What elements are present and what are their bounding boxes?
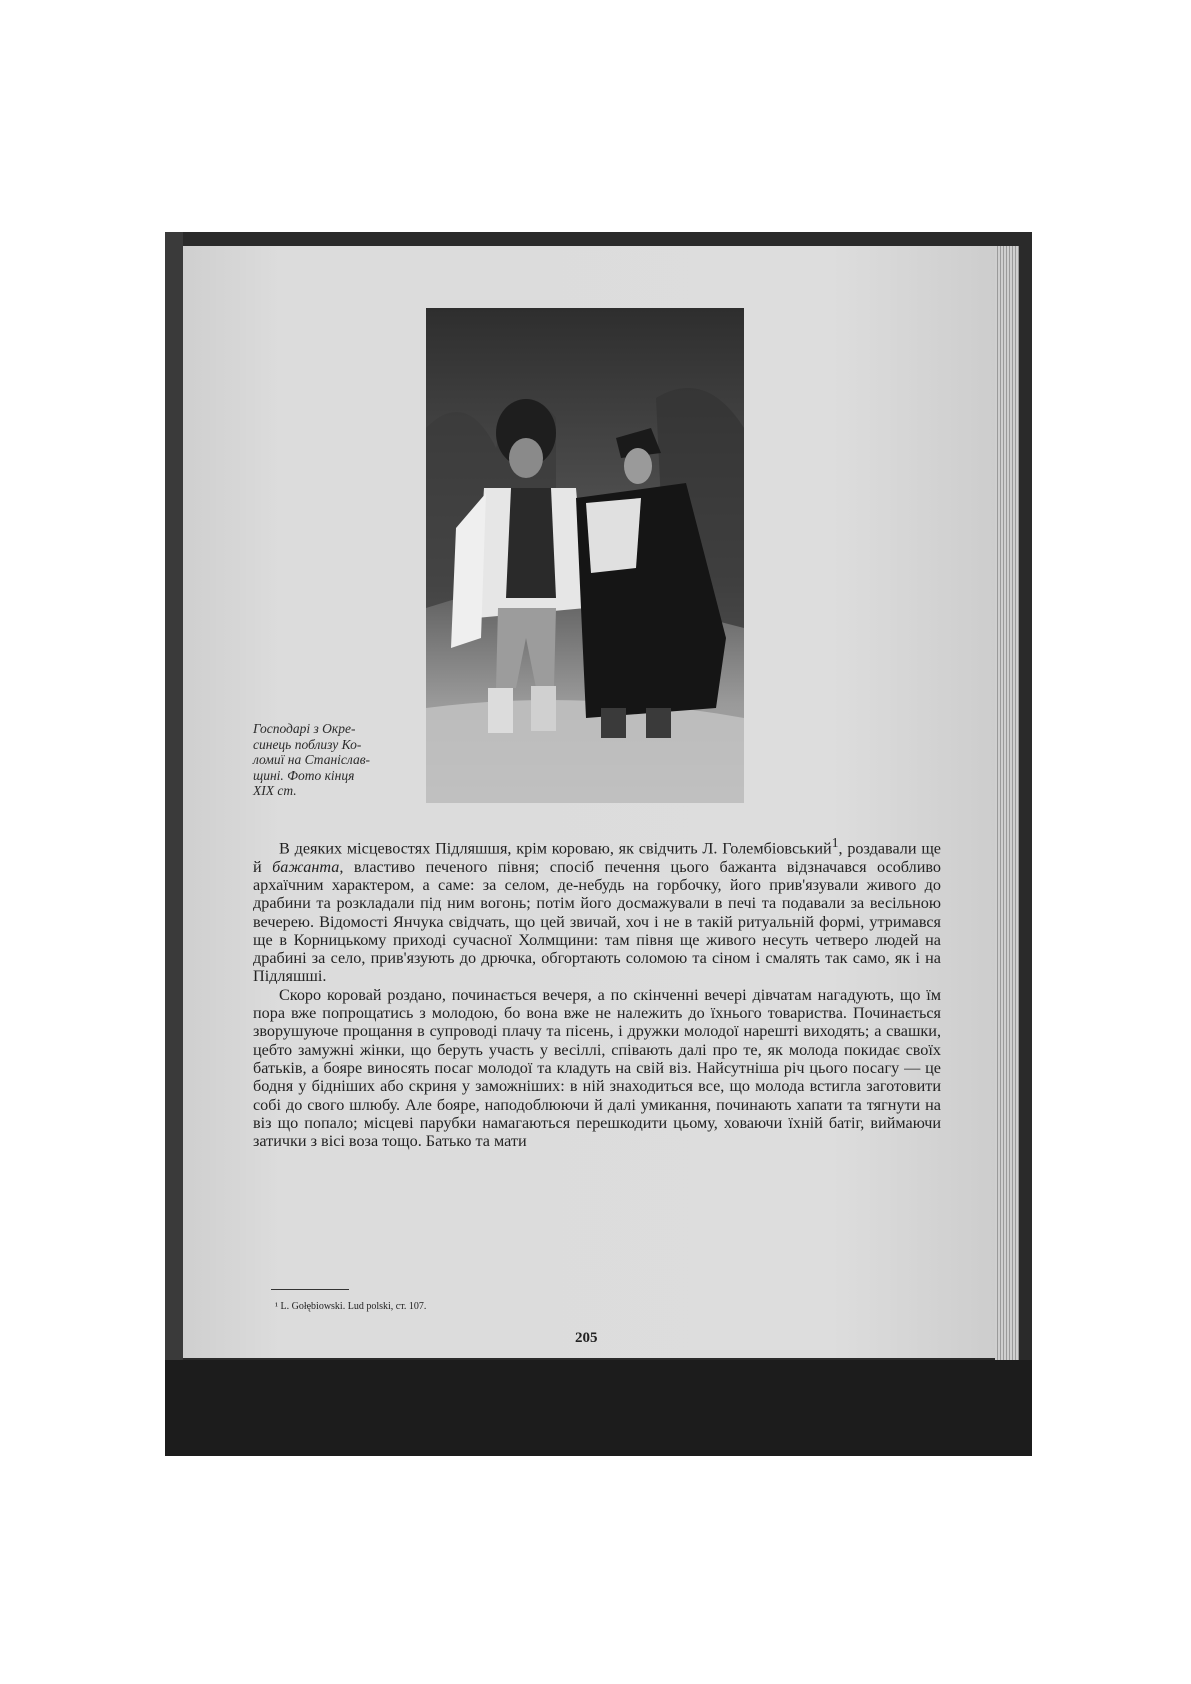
footnote-marker: 1 (831, 835, 839, 850)
book-spine-shadow (165, 232, 183, 1456)
photo-caption (253, 721, 431, 799)
scanned-page (165, 232, 1032, 1456)
historical-photo (426, 308, 744, 803)
caption-line: щині. Фото кінця (253, 767, 355, 783)
footnote-divider (271, 1289, 349, 1290)
text-run: властиво печеного півня; спосіб печення цього бажанта відзначався особливо архаїчним характером, а саме: за селом, де-небудь на горбочку, його прив'язували живого до драбини та розкладали під ним вогонь; потім його досмажували в печі та подавали за весільною вечерею. Відомості Янчука свідчать, що цей звичай, хоч і не в такій ритуальній формі, утримався ще в Корницькому приході сучасної Холмщини: там півня ще живого несуть четверо людей на драбині за село, прив'язують до дрючка, обгортають соломою та сіном і смалять так само, як і на Підляшші. (253, 857, 941, 986)
book-page (183, 246, 995, 1358)
paragraph (253, 834, 941, 986)
caption-line: ломиї на Станіслав- (253, 752, 371, 767)
page-edges (995, 246, 1019, 1376)
scan-bottom-shadow (165, 1360, 1032, 1456)
body-text (253, 834, 941, 1150)
italic-term: бажанта, (272, 857, 344, 876)
caption-line: Господарі з Окре- (253, 721, 356, 736)
text-run: , роздавали ще й (253, 839, 941, 876)
caption-line: XIX ст. (253, 783, 297, 798)
footnote: ¹ L. Gołębiowski. Lud polski, ст. 107. (275, 1301, 427, 1312)
text-run: В деяких місцевостях Підляшшя, крім короваю, як свідчить Л. Голембіовський (279, 839, 832, 858)
paragraph: Скоро коровай роздано, починається вечеря, а по скінченні вечері дівчатам нагадують, що їм пора вже попрощатись з молодою, бо вона вже не належить до їхнього товариства. Починається зворушуюче прощання в супроводі плачу та пісень, і дружки молодої нарешті виходять; а свашки, цебто замужні жінки, що беруть участь у весіллі, співають далі про те, як молода покидає своїх батьків, а бояре виносять посаг молодої та кладуть на свій віз. Найсутніша річ цього посагу — це бодня у бідніших або скриня у заможніших: в ній знаходиться все, що молода встигла заготовити собі до свого шлюбу. Але бояре, наподоблюючи й далі умикання, починають хапати та тягнути на віз що попало; місцеві парубки намагаються перешкодити цьому, ховаючи їхній батіг, виймаючи затички з вісі воза тощо. Батько та мати (253, 985, 941, 1151)
page-number: 205 (575, 1330, 598, 1346)
caption-line: синець поблизу Ко- (253, 736, 362, 752)
